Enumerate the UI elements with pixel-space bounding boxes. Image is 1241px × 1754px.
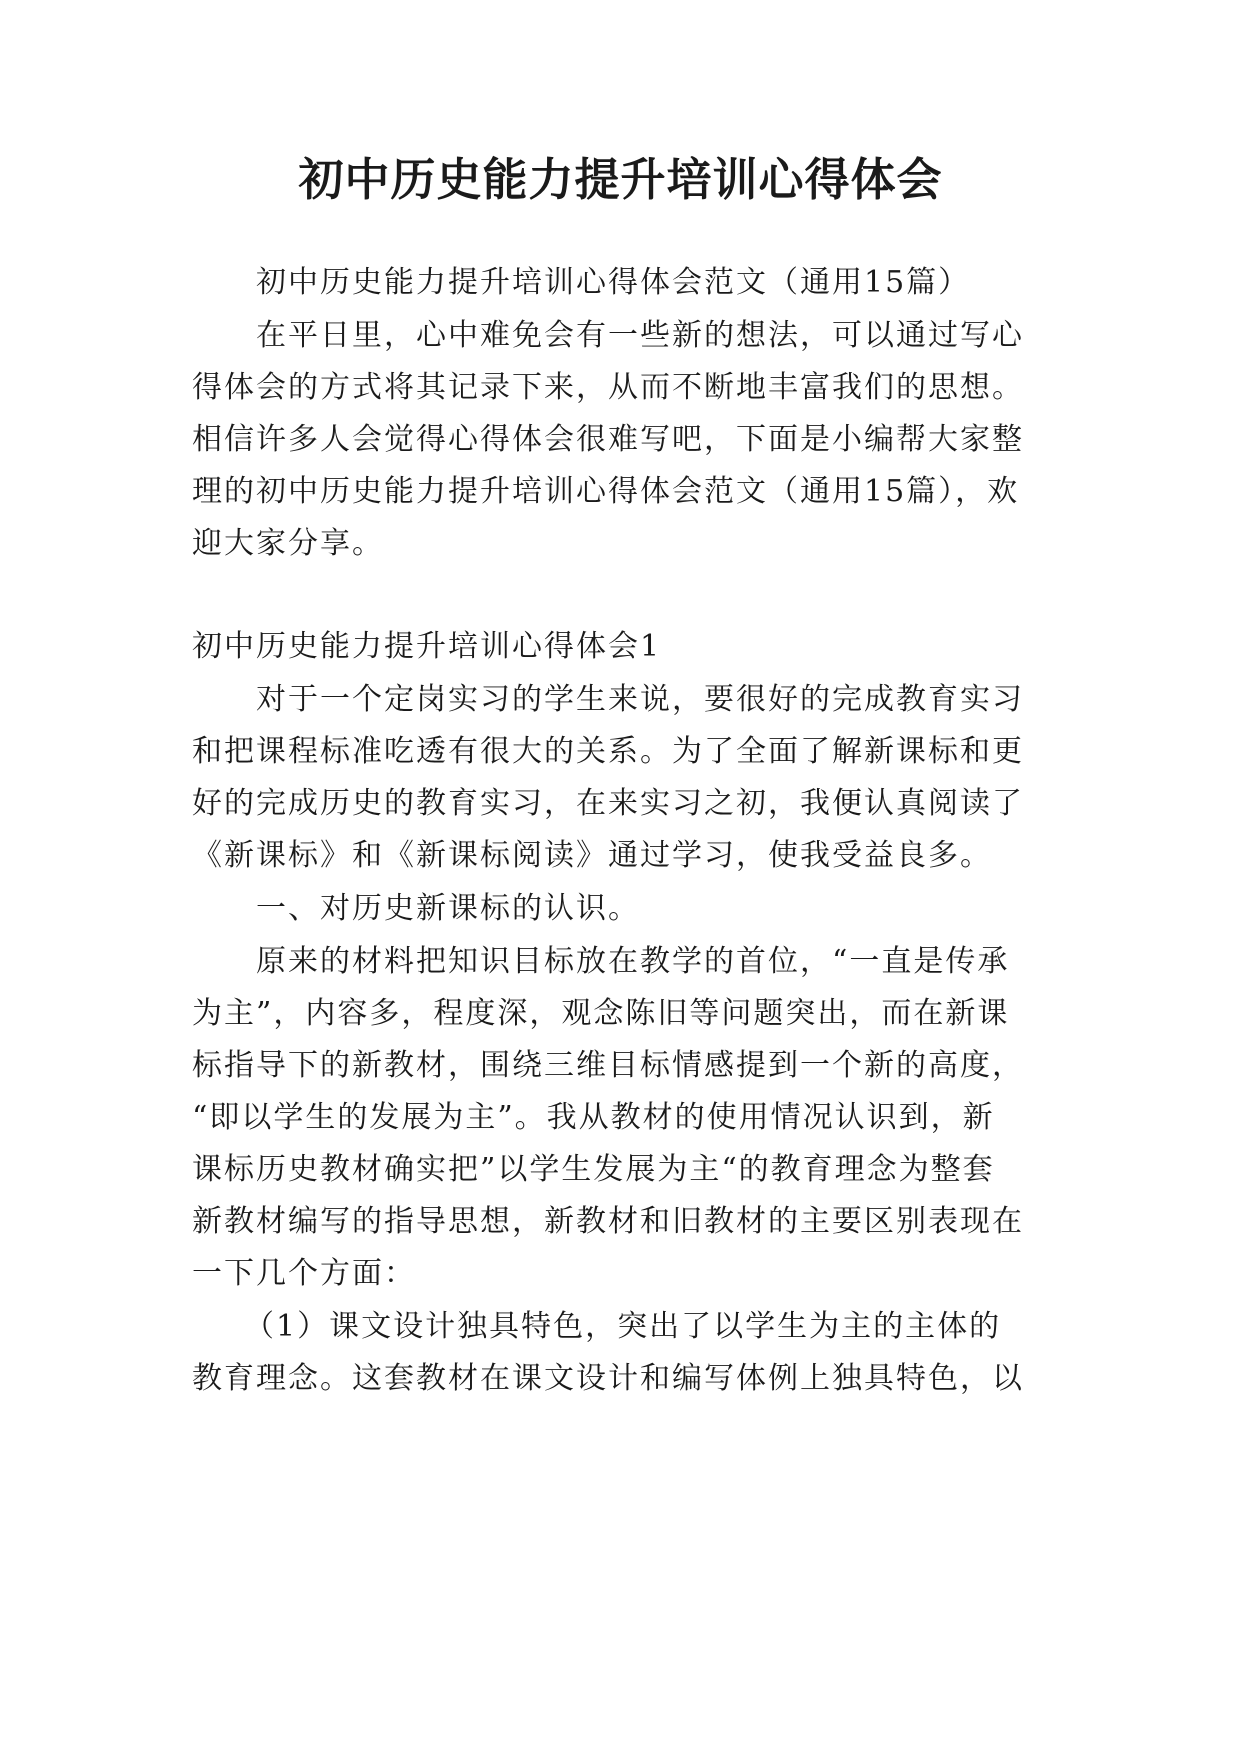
section-heading: 初中历史能力提升培训心得体会1: [192, 629, 662, 664]
section-paragraph-line: 课标历史教材确实把”以学生发展为主“的教育理念为整套: [192, 1152, 995, 1187]
section-paragraph-line: 一下几个方面：: [192, 1256, 416, 1291]
intro-paragraph-line: 迎大家分享。: [192, 526, 384, 561]
section-paragraph-line: 好的完成历史的教育实习，在来实习之初，我便认真阅读了: [192, 786, 1024, 821]
section-paragraph-line: 为主”，内容多，程度深，观念陈旧等问题突出，而在新课: [192, 996, 1010, 1031]
section-paragraph-line: 和把课程标准吃透有很大的关系。为了全面了解新课标和更: [192, 734, 1024, 769]
section-paragraph-line: 原来的材料把知识目标放在教学的首位，“一直是传承: [256, 944, 1010, 979]
section-paragraph-line: 对于一个定岗实习的学生来说，要很好的完成教育实习: [256, 682, 1024, 717]
section-paragraph-line: 《新课标》和《新课标阅读》通过学习，使我受益良多。: [192, 838, 992, 873]
intro-subtitle: 初中历史能力提升培训心得体会范文（通用15篇）: [256, 265, 971, 300]
section-paragraph-line: 教育理念。这套教材在课文设计和编写体例上独具特色，以: [192, 1361, 1024, 1396]
intro-paragraph-line: 理的初中历史能力提升培训心得体会范文（通用15篇），欢: [192, 474, 1020, 509]
intro-paragraph-line: 在平日里，心中难免会有一些新的想法，可以通过写心: [256, 318, 1024, 353]
document-title: 初中历史能力提升培训心得体会: [298, 153, 943, 206]
section-paragraph-line: 标指导下的新教材，围绕三维目标情感提到一个新的高度，: [192, 1048, 1024, 1083]
section-subheading: 一、对历史新课标的认识。: [256, 891, 640, 926]
intro-paragraph-line: 相信许多人会觉得心得体会很难写吧，下面是小编帮大家整: [192, 422, 1024, 457]
section-paragraph-line: 新教材编写的指导思想，新教材和旧教材的主要区别表现在: [192, 1204, 1024, 1239]
section-paragraph-line: “即以学生的发展为主”。我从教材的使用情况认识到，新: [192, 1100, 995, 1135]
section-paragraph-line: （1）课文设计独具特色，突出了以学生为主的主体的: [244, 1309, 1002, 1344]
intro-paragraph-line: 得体会的方式将其记录下来，从而不断地丰富我们的思想。: [192, 370, 1024, 405]
